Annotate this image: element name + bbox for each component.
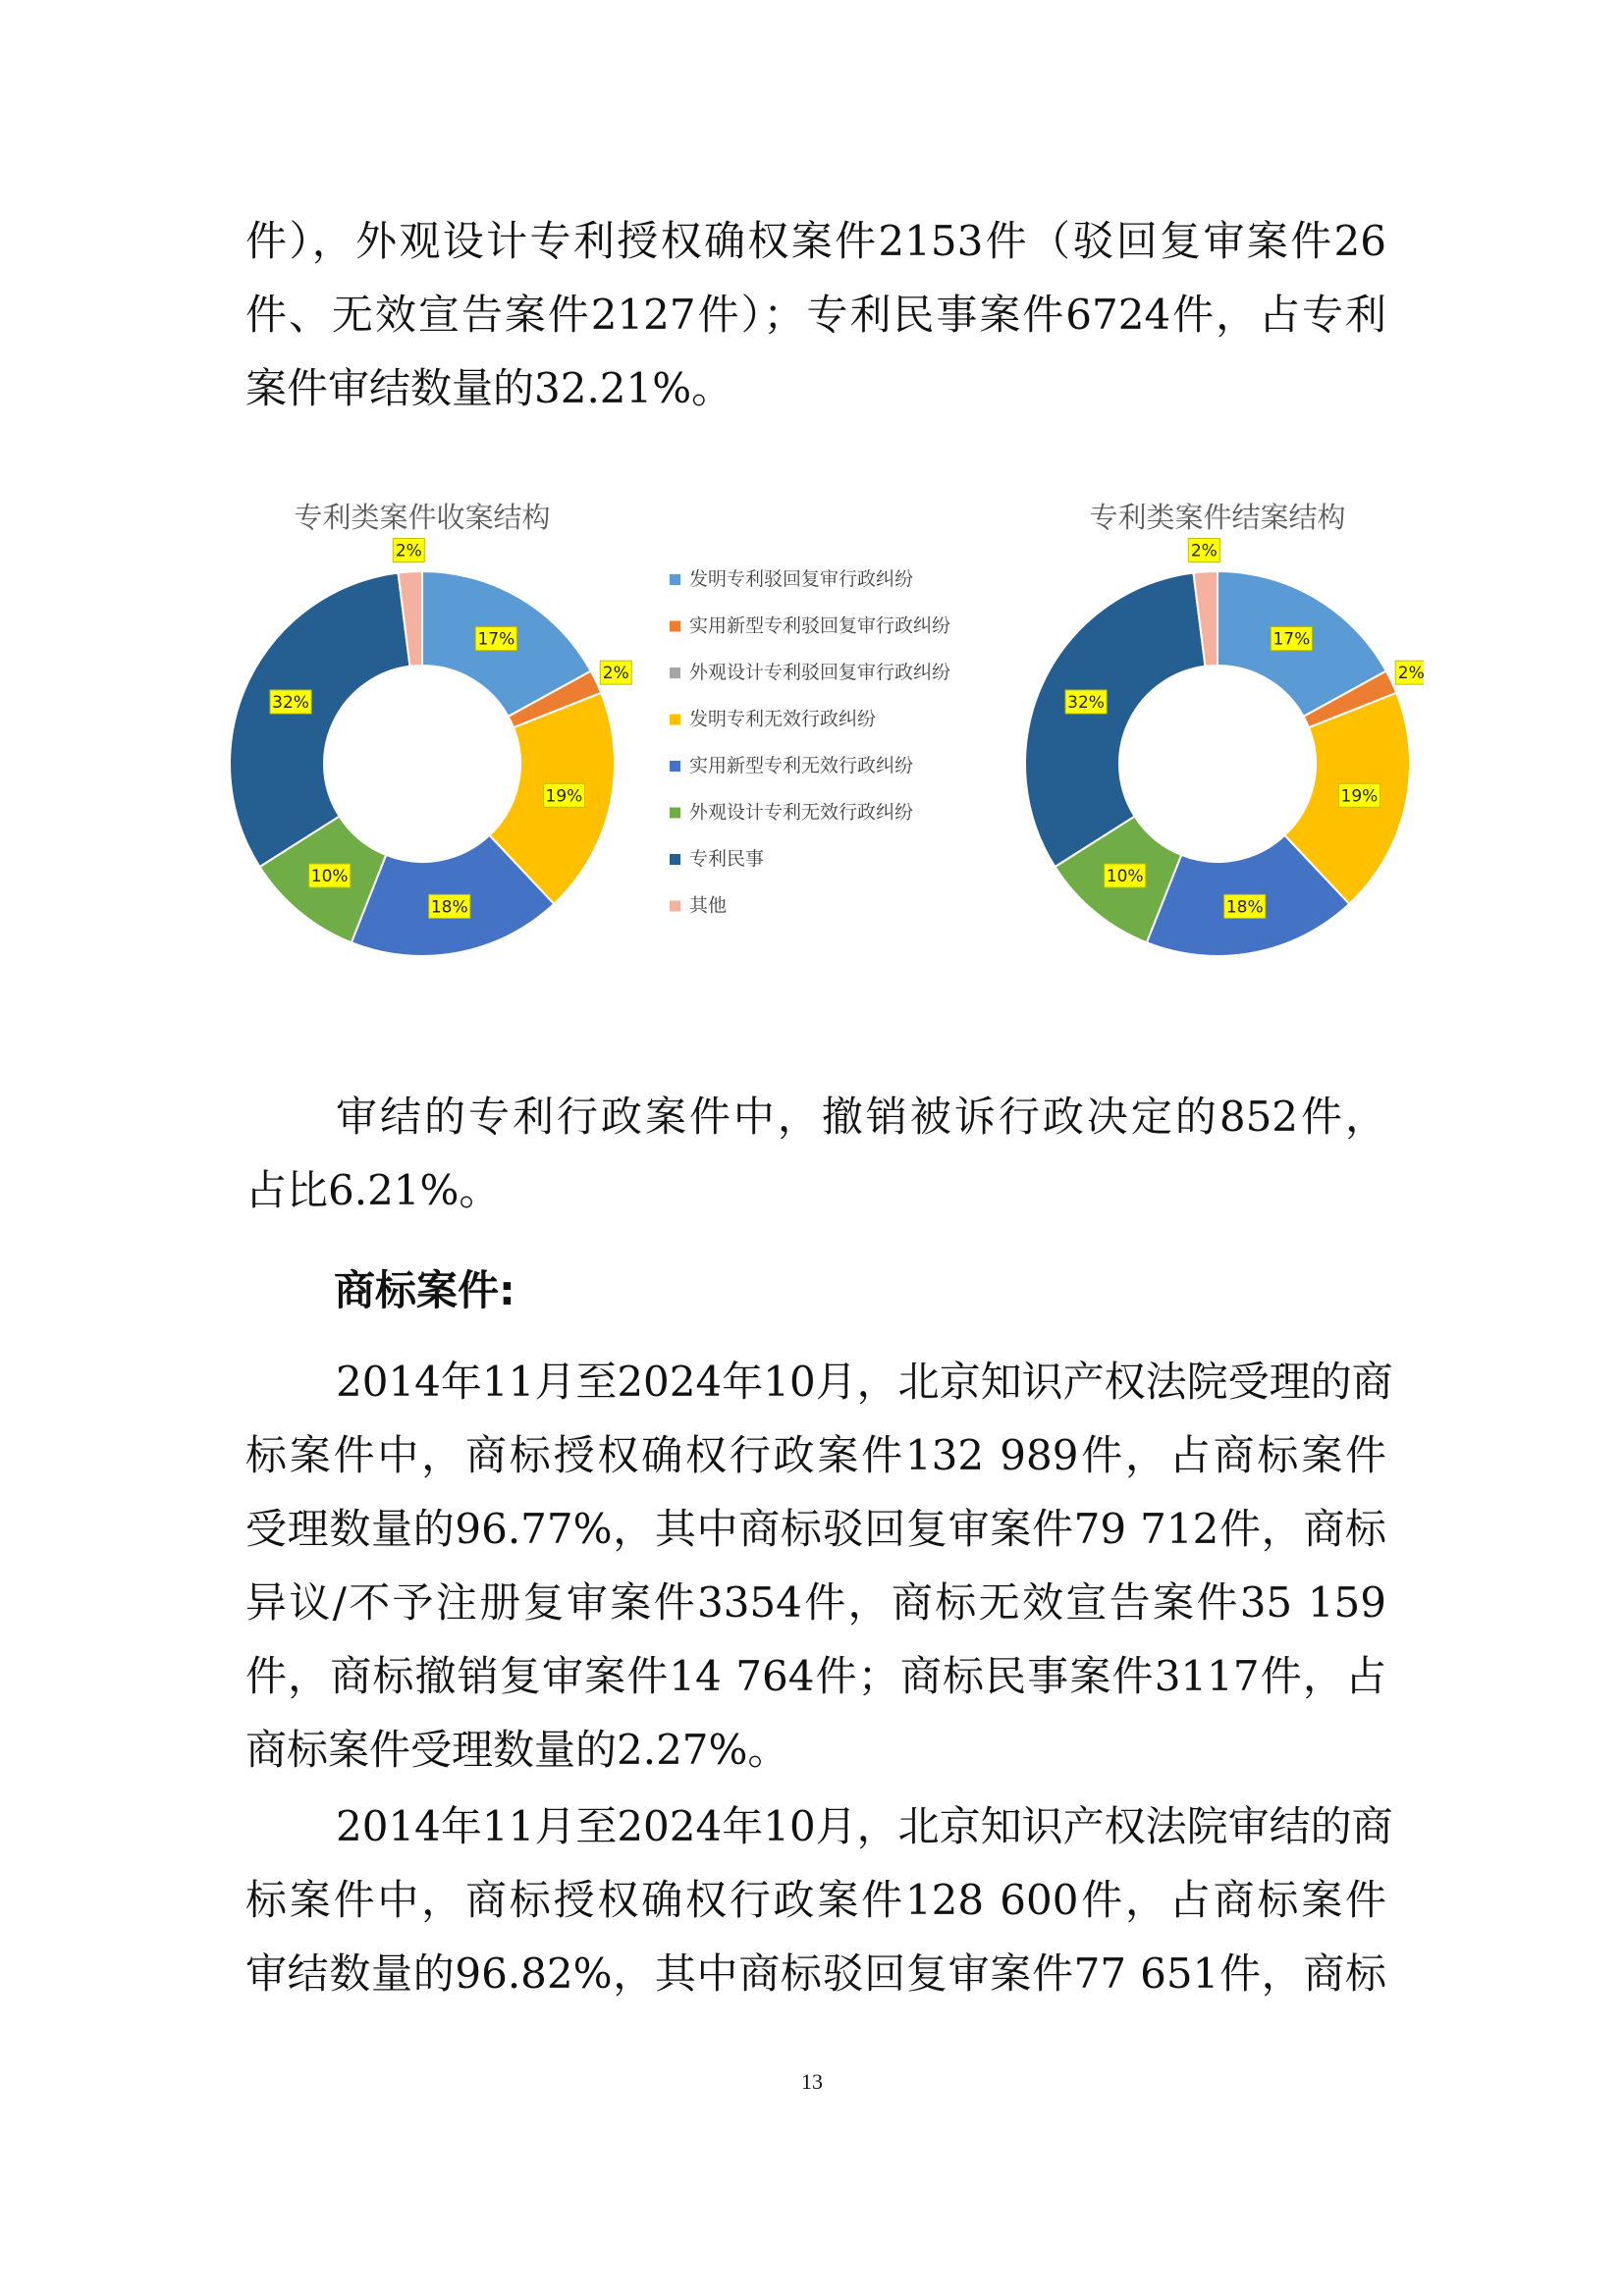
- data-label: 32%: [1067, 692, 1105, 713]
- paragraph-trademark-accepted: [245, 1345, 1393, 1787]
- text-line: 商标案件受理数量的2.27%。: [245, 1726, 789, 1774]
- legend-label: 发明专利无效行政纠纷: [689, 708, 877, 730]
- legend-swatch: [670, 808, 680, 819]
- text-line: 审结的专利行政案件中，撤销被诉行政决定的852件，: [336, 1093, 1386, 1141]
- data-label: 2%: [602, 664, 629, 684]
- text-line: 异议/不予注册复审案件3354件，商标无效宣告案件35 159: [245, 1578, 1386, 1627]
- charts-svg: [226, 486, 1424, 977]
- data-label: 18%: [1225, 897, 1264, 918]
- legend-swatch: [670, 901, 680, 912]
- data-label: 19%: [545, 786, 583, 807]
- data-label: 2%: [395, 541, 422, 561]
- text-line: 案件审结数量的32.21%。: [245, 364, 733, 412]
- patent-charts-figure: [226, 486, 1424, 977]
- intro-paragraph: [245, 204, 1386, 425]
- section-heading: 商标案件:: [334, 1266, 515, 1314]
- legend-label: 外观设计专利无效行政纠纷: [689, 801, 914, 824]
- data-label: 19%: [1340, 786, 1379, 807]
- legend-swatch: [670, 854, 680, 865]
- data-label: 2%: [1397, 664, 1424, 684]
- paragraph-revocation: [245, 1080, 1386, 1227]
- donut-slice: [1025, 573, 1205, 867]
- text-line: 标案件中，商标授权确权行政案件128 600件，占商标案件: [245, 1876, 1386, 1924]
- legend-label: 外观设计专利驳回复审行政纠纷: [689, 662, 951, 683]
- data-label: 10%: [310, 867, 349, 887]
- data-label: 2%: [1190, 541, 1218, 561]
- text-line: 件，商标撤销复审案件14 764件；商标民事案件3117件，占: [245, 1652, 1386, 1700]
- text-line: 标案件中，商标授权确权行政案件132 989件，占商标案件: [245, 1431, 1386, 1479]
- text-line: 受理数量的96.77%，其中商标驳回复审案件79 712件，商标: [245, 1505, 1386, 1553]
- legend-swatch: [670, 574, 680, 585]
- paragraph-trademark-concluded: [245, 1789, 1393, 2010]
- legend-label: 实用新型专利驳回复审行政纠纷: [689, 614, 951, 637]
- legend-label: 发明专利驳回复审行政纠纷: [689, 568, 914, 590]
- left-chart-title: 专利类案件收案结构: [294, 501, 551, 534]
- left-donut-chart: [230, 538, 631, 956]
- chart-legend: [670, 568, 950, 917]
- text-line: 件、无效宣告案件2127件）；专利民事案件6724件，占专利: [245, 291, 1386, 339]
- data-label: 17%: [1272, 629, 1311, 650]
- legend-swatch: [670, 761, 680, 772]
- text-line: 占比6.21%。: [245, 1166, 501, 1214]
- legend-swatch: [670, 667, 680, 678]
- data-label: 10%: [1106, 867, 1144, 887]
- legend-label: 实用新型专利无效行政纠纷: [689, 755, 914, 776]
- donut-slice: [230, 573, 409, 867]
- legend-label: 专利民事: [689, 848, 765, 870]
- data-label: 17%: [477, 629, 515, 650]
- page-number: 13: [801, 2069, 823, 2094]
- text-line: 审结数量的96.82%，其中商标驳回复审案件77 651件，商标: [245, 1949, 1386, 1998]
- legend-swatch: [670, 621, 680, 632]
- text-line: 件），外观设计专利授权确权案件2153件（驳回复审案件26: [245, 217, 1386, 265]
- right-donut-chart: [1025, 538, 1424, 956]
- right-chart-title: 专利类案件结案结构: [1089, 501, 1346, 534]
- data-label: 18%: [430, 897, 468, 918]
- text-line: 2014年11月至2024年10月，北京知识产权法院受理的商: [336, 1358, 1393, 1406]
- text-line: 2014年11月至2024年10月，北京知识产权法院审结的商: [336, 1802, 1393, 1850]
- data-label: 32%: [272, 692, 309, 713]
- legend-label: 其他: [689, 894, 728, 917]
- legend-swatch: [670, 715, 680, 725]
